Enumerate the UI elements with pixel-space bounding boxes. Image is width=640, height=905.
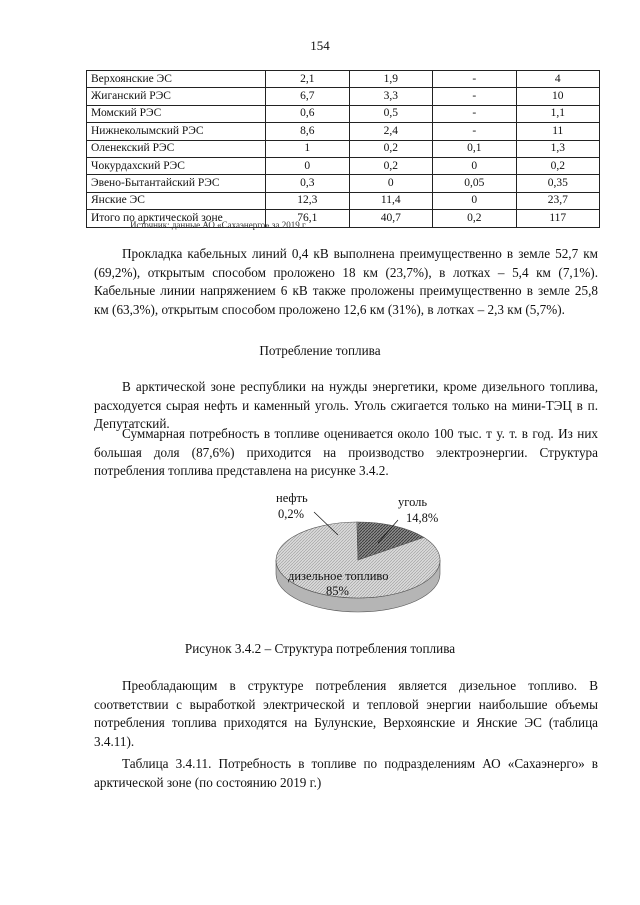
row-value-cell: 0 [266,157,350,174]
row-value-cell: 10 [516,88,600,105]
row-name-cell: Момский РЭС [87,105,266,122]
page-number: 154 [310,38,330,53]
row-value-cell: 0,3 [266,175,350,192]
row-value-cell: 2,1 [266,71,350,88]
row-value-cell: 12,3 [266,192,350,209]
pie-slices [276,522,440,612]
row-value-cell: 0,35 [516,175,600,192]
row-name-cell: Нижнеколымский РЭС [87,123,266,140]
row-value-cell: 0,2 [349,140,433,157]
fuel-pie-chart [248,488,468,628]
row-name-cell: Верхоянские ЭС [87,71,266,88]
row-value-cell: 1,1 [516,105,600,122]
row-name-cell: Итого по арктической зоне [87,210,266,227]
label-diesel-value: 85% [326,584,349,598]
row-name-cell: Эвено-Бытантайский РЭС [87,175,266,192]
section-heading: Потребление топлива [259,343,381,358]
paragraph-fuel-demand: Суммарная потребность в топливе оценивается около 100 тыс. т у. т. в год. Из них большая доля (87,6%) приходится на производство электроэнергии. Структура потребления топлива представлена на рисунке 3.4.2. [94,426,598,479]
row-value-cell: 0,2 [433,210,517,227]
table-row [87,175,600,192]
table-row [87,157,600,174]
row-value-cell: 0 [433,157,517,174]
label-oil-value: 0,2% [278,507,305,521]
row-value-cell: 6,7 [266,88,350,105]
row-value-cell: - [433,88,517,105]
row-value-cell: 40,7 [349,210,433,227]
row-name-cell: Оленекский РЭС [87,140,266,157]
row-value-cell: 0,6 [266,105,350,122]
row-value-cell: 0,2 [349,157,433,174]
row-value-cell: 1 [266,140,350,157]
row-value-cell: 3,3 [349,88,433,105]
row-name-cell: Жиганский РЭС [87,88,266,105]
table-row [87,105,600,122]
table-row [87,123,600,140]
paragraph-cables: Прокладка кабельных линий 0,4 кВ выполнена преимущественно в земле 52,7 км (69,2%), открытым способом проложено 18 км (23,7%), в лотках – 5,4 км (7,1%). Кабельные линии напряжением 6 кВ также проложены преимущественно в земле 25,8 км (63,3%), открытым способом проложено 12,6 км (31%), в лотках – 2,3 км (5,7%). [94,246,598,317]
row-value-cell: 4 [516,71,600,88]
row-value-cell: 0,5 [349,105,433,122]
paragraph-fuel-types: В арктической зоне республики на нужды энергетики, кроме дизельного топлива, расходуется сырая нефть и каменный уголь. Уголь сжигается только на мини-ТЭЦ в п. Депутатский. [94,379,598,432]
row-value-cell: 2,4 [349,123,433,140]
row-value-cell: 0,1 [433,140,517,157]
row-value-cell: 1,9 [349,71,433,88]
row-value-cell: 11 [516,123,600,140]
table-title: Таблица 3.4.11. Потребность в топливе по подразделениям АО «Сахаэнерго» в арктической зоне (по состоянию 2019 г.) [94,756,598,790]
label-oil-name: нефть [276,491,308,505]
row-value-cell: 8,6 [266,123,350,140]
table-row [87,88,600,105]
label-coal-name: уголь [398,495,428,509]
figure-caption: Рисунок 3.4.2 – Структура потребления топлива [184,641,456,656]
row-name-cell: Янские ЭС [87,192,266,209]
row-value-cell: - [433,71,517,88]
row-value-cell: 1,3 [516,140,600,157]
table-row [87,71,600,88]
row-value-cell: 0 [433,192,517,209]
row-value-cell: 76,1 [266,210,350,227]
row-value-cell: 23,7 [516,192,600,209]
paragraph-predominance: Преобладающим в структуре потребления является дизельное топливо. В соответствии с выработкой электрической и тепловой энергии наибольшие объемы потребления топлива приходятся на Булунские, Верхоянские и Янские ЭС (таблица 3.4.11). [94,678,598,749]
row-value-cell: 11,4 [349,192,433,209]
data-table [86,70,600,228]
row-value-cell: 0,2 [516,157,600,174]
row-value-cell: 0,05 [433,175,517,192]
table-row [87,192,600,209]
row-name-cell: Чокурдахский РЭС [87,157,266,174]
row-value-cell: - [433,123,517,140]
label-diesel-name: дизельное топливо [288,569,389,583]
table-source: Источник: данные АО «Сахаэнерго» за 2019 г. [130,220,307,230]
row-value-cell: - [433,105,517,122]
row-value-cell: 117 [516,210,600,227]
label-coal-value: 14,8% [406,511,439,525]
row-value-cell: 0 [349,175,433,192]
table-row [87,140,600,157]
